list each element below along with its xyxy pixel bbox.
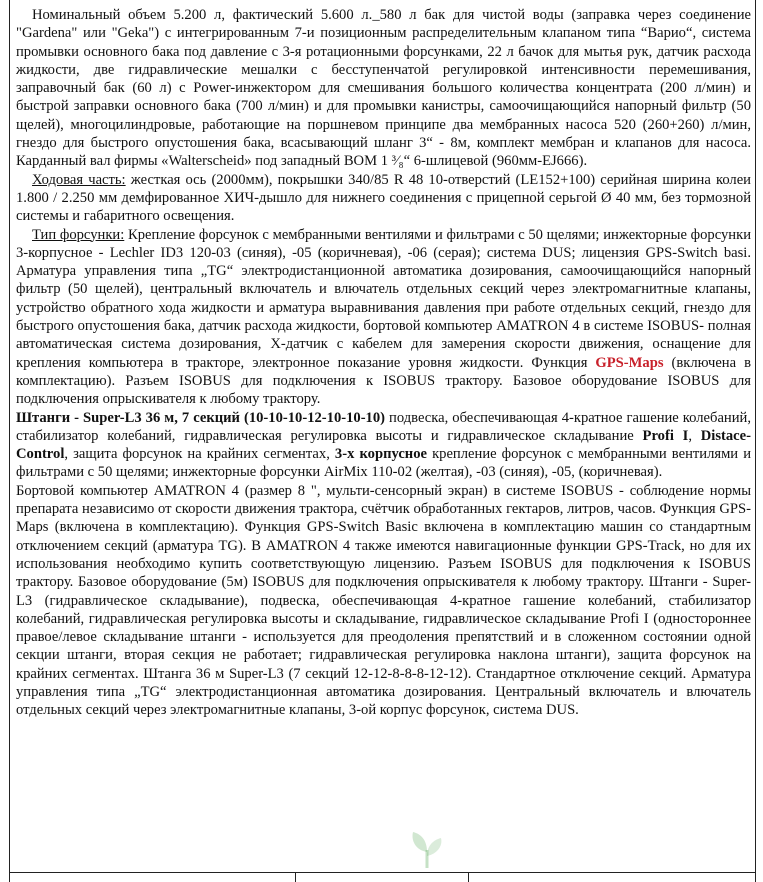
gps-maps-highlight: GPS-Maps bbox=[595, 354, 664, 371]
profi-label: Profi I bbox=[642, 427, 689, 444]
boom-text: подвеска, обеспечивающая 4-кратное гашение колебаний, стабилизатор колебаний, гидравлическая регулировка высоты и гидравлическое складывание bbox=[16, 409, 751, 444]
leaf-logo-icon bbox=[405, 828, 449, 872]
table-cell-divider bbox=[295, 873, 296, 882]
three-body-label: 3-х корпусное bbox=[334, 446, 427, 463]
nozzle-text-end: (включена в комплектацию). Разъем ISOBUS для подключения к ISOBUS трактору. Базовое оборудование ISOBUS для подключения опрыскивателя к любому трактору. bbox=[16, 354, 751, 408]
table-cell-divider bbox=[468, 873, 469, 882]
nozzle-label: Тип форсунки: bbox=[32, 226, 125, 243]
nozzle-text: Крепление форсунок с мембранными вентилями и фильтрами с 50 щелями; инжекторные форсунки 3-корпусное - Lechler ID3 120-03 (синяя), -05 (коричневая), -06 (серая); система DUS; лицензия GPS-Switch basi. Арматура управления типа „TG“ электродистанционной автоматика дозирования, самоочищающийся напорный фильтр (50 щелей), центральный включатель и влючатель отдельных секций через электромагнитные клапаны, устройство обратного хода жидкости и арматура выравнивания давления при работе отдельных секций, гнездо для быстрого опустошения бака, датчик расхода жидкости, бортовой компьютер AMATRON 4 в системе ISOBUS- полная автоматическая система дозирования, Х-датчик с кабелем для замерения скорости движения, оснащение для крепления компьютера в тракторе, электронное показание уровня жидкости. Функция bbox=[16, 226, 752, 371]
chassis-paragraph bbox=[16, 171, 751, 226]
table-border-bottom bbox=[9, 872, 756, 873]
specification-text bbox=[16, 6, 751, 720]
computer-paragraph: Бортовой компьютер AMATRON 4 (размер 8 ", мульти-сенсорный экран) в системе ISOBUS - соблюдение нормы препарата независимо от скорости движения трактора, счётчик обработанных гектаров, литров, часов. Функция GPS-Maps (включена в комплектацию). Функция GPS-Switch Basic включена в комплектацию машин со стандартным отключением секций (арматура TG). В AMATRON 4 также имеются навигационные функции GPS-Track, но для их использования необходимо купить соответствующую лицензию. Разъем ISOBUS для подключения к ISOBUS трактору. Базовое оборудование (5м) ISOBUS для подключения опрыскивателя к любому трактору. Штанги - Super-L3 (гидравлическое складывание), подвеска, обеспечивающая 4-кратное гашение колебаний, стабилизатор колебаний, гидравлическая регулировка высоты и складывание, гидравлическое складывание Profi I (одностороннее правое/левое складывание штанги - используется для преодоления препятствий и в сложенном состоянии одной секции штанги, вторая секция не работает; гидравлическая регулировка наклона штанги), защита форсунок на крайних сегментах. Штанга 36 м Super-L3 (7 секций 12-12-8-8-8-12-12). Стандартное отключение секций. Арматура управления типа „TG“ электродистанционная автоматика дозирования. Центральный включатель и влючатель отдельных секций через электромагнитные клапаны, 3-ой корпус форсунок, система DUS. bbox=[16, 482, 751, 719]
boom-text-3: крепление форсунок с мембранными вентилями и фильтрами с 50 щелями; инжекторные форсунки AirMix 110-02 (желтая), -03 (синяя), -05, (коричневая). bbox=[16, 446, 751, 481]
boom-separator: , bbox=[688, 427, 701, 444]
distance-control-label: Distace-Control bbox=[16, 427, 751, 463]
watermark bbox=[405, 828, 750, 872]
table-border-right bbox=[755, 0, 756, 882]
chassis-text: жесткая ось (2000мм), покрышки 340/85 R 48 10-отверстий (LE152+100) серийная ширина колеи 1.800 / 2.250 мм демфированное ХИЧ-дышло для нижнего соединения с прицепной серьгой Ø 40 мм, без тормозной системы и габаритного освещения. bbox=[16, 171, 751, 225]
boom-title: Штанги - Super-L3 36 м, 7 секций (10-10-10-12-10-10-10) bbox=[16, 409, 386, 426]
nozzle-paragraph bbox=[16, 226, 751, 409]
boom-paragraph bbox=[16, 409, 751, 482]
tank-description-paragraph: Номинальный объем 5.200 л, фактический 5.600 л._580 л бак для чистой воды (заправка через соединение "Gardena" или "Geka") с интегрированным 7-и позиционным распределительным клапаном типа “Варио“, система промывки основного бака под давление с 3-я ротационными форсунками, 22 л бачок для мытья рук, датчик расхода жидкости, две гидравлические мешалки с бесступенчатой регулировкой интенсивности перемешивания, заправочный бак (60 л) с Power-инжектором для смешивания большого количества концентрата (200 л/мин) и быстрой заправки основного бака (700 л/мин) и для промывки канистры, самоочищающийся напорный фильтр (50 щелей), многоцилиндровые, работающие на поршневом принципе два мембранных насоса 520 (260+260) л/мин, гнездо для быстрого опустошения бака, всасывающий шланг 3“ - 8м, комплект мембран и клапанов для насоса. Карданный вал фирмы «Walterscheid» под западный ВОМ 1 ³⁄₈“ 6-шлицевой (960мм-EJ666). bbox=[16, 7, 751, 170]
boom-text-2: , защита форсунок на крайних сегментах, bbox=[64, 446, 335, 463]
chassis-label: Ходовая часть: bbox=[32, 171, 126, 188]
table-border-left bbox=[9, 0, 10, 882]
